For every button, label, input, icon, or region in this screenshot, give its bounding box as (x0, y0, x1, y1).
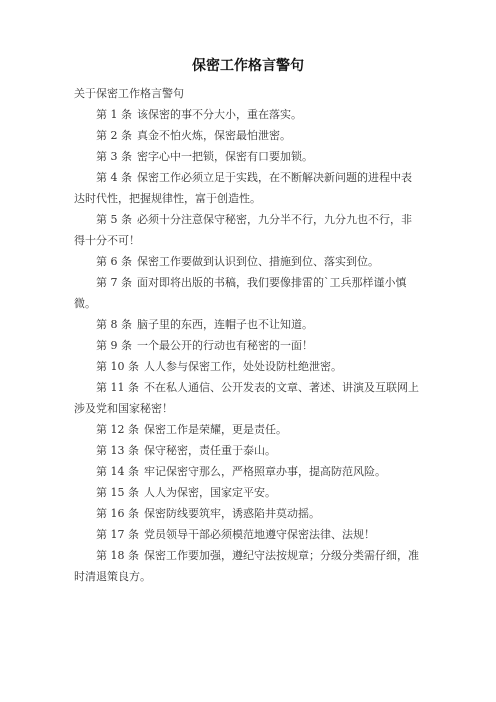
article-text: 必须十分注意保守秘密，九分半不行，九分九也不行，非得十分不可！ (74, 213, 412, 247)
article-item (74, 209, 422, 251)
article-list (74, 104, 422, 587)
article-item (74, 335, 422, 356)
article-number: 第 11 条 (96, 381, 139, 394)
article-number: 第 10 条 (96, 360, 139, 373)
article-item (74, 314, 422, 335)
article-number: 第 6 条 (96, 255, 132, 268)
article-number: 第 12 条 (96, 423, 139, 436)
article-item (74, 272, 422, 314)
article-item (74, 146, 422, 167)
article-number: 第 15 条 (96, 486, 139, 499)
article-number: 第 8 条 (96, 318, 132, 331)
article-item (74, 440, 422, 461)
article-item (74, 545, 422, 587)
article-item (74, 251, 422, 272)
article-text: 密字心中一把锁，保密有口要加锁。 (137, 150, 313, 163)
article-number: 第 16 条 (96, 507, 139, 520)
article-text: 保密工作是荣耀，更是责任。 (144, 423, 287, 436)
article-item (74, 461, 422, 482)
article-item (74, 524, 422, 545)
article-text: 该保密的事不分大小，重在落实。 (137, 108, 302, 121)
article-item (74, 104, 422, 125)
article-item (74, 167, 422, 209)
article-text: 党员领导干部必须模范地遵守保密法律、法规！ (144, 528, 375, 541)
article-number: 第 2 条 (96, 129, 132, 142)
article-text: 人人为保密，国家定平安。 (144, 486, 276, 499)
article-number: 第 4 条 (96, 171, 132, 184)
article-text: 保守秘密，责任重于泰山。 (144, 444, 276, 457)
article-item (74, 377, 422, 419)
article-text: 保密工作要加强，遵纪守法按规章；分级分类需仔细，准时清退策良方。 (74, 549, 419, 583)
article-item (74, 419, 422, 440)
article-text: 不在私人通信、公开发表的文章、著述、讲演及互联网上涉及党和国家秘密！ (74, 381, 419, 415)
article-item (74, 356, 422, 377)
article-text: 一个最公开的行动也有秘密的一面！ (137, 339, 313, 352)
article-text: 人人参与保密工作，处处设防杜绝泄密。 (144, 360, 342, 373)
article-number: 第 1 条 (96, 108, 132, 121)
article-text: 保密工作要做到认识到位、措施到位、落实到位。 (137, 255, 379, 268)
article-number: 第 14 条 (96, 465, 139, 478)
article-item (74, 482, 422, 503)
article-text: 脑子里的东西，连帽子也不让知道。 (137, 318, 313, 331)
article-item (74, 503, 422, 524)
article-number: 第 9 条 (96, 339, 132, 352)
article-number: 第 3 条 (96, 150, 132, 163)
article-item (74, 125, 422, 146)
article-number: 第 5 条 (96, 213, 132, 226)
document-subtitle: 关于保密工作格言警句 (74, 87, 184, 100)
article-number: 第 17 条 (96, 528, 139, 541)
article-text: 牢记保密守那么，严格照章办事，提高防范风险。 (144, 465, 386, 478)
article-number: 第 18 条 (96, 549, 139, 562)
article-text: 面对即将出版的书稿，我们要像排雷的`工兵那样谨小慎微。 (74, 276, 407, 310)
article-number: 第 13 条 (96, 444, 139, 457)
article-text: 保密防线要筑牢，诱惑陷井莫动摇。 (144, 507, 320, 520)
document-title: 保密工作格言警句 (192, 58, 304, 74)
article-text: 保密工作必须立足于实践，在不断解决新问题的进程中表达时代性，把握规律性，富于创造性。 (74, 171, 412, 205)
article-number: 第 7 条 (96, 276, 132, 289)
article-text: 真金不怕火炼，保密最怕泄密。 (137, 129, 291, 142)
